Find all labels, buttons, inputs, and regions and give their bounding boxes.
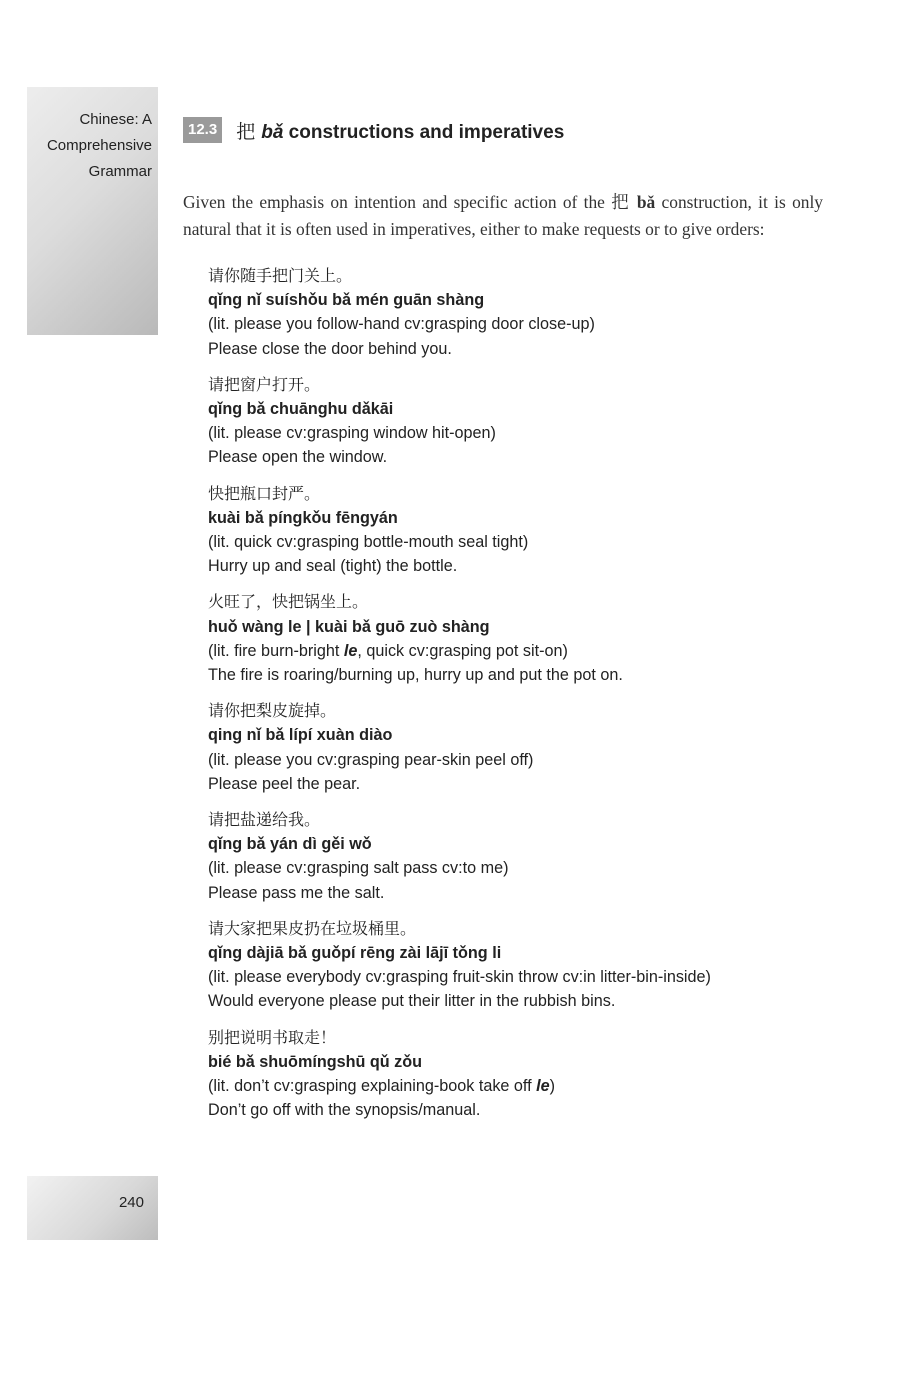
running-header-line: Chinese: A	[79, 111, 152, 128]
example-hanzi: 快把瓶口封严。	[208, 483, 321, 503]
example-item	[208, 373, 848, 470]
example-translation: Would everyone please put their litter in the rubbish bins.	[208, 992, 616, 1011]
example-literal	[208, 421, 848, 445]
intro-text: construction, it is only natural that it is often used in imperatives, either to make requests or to give orders:	[183, 192, 823, 240]
intro-paragraph	[183, 189, 823, 243]
example-hanzi: 火旺了，快把锅坐上。	[208, 592, 369, 612]
literal-text: (lit. please everybody cv:grasping fruit-skin throw cv:in litter-bin-inside)	[208, 968, 711, 987]
page-number: 240	[118, 1194, 144, 1211]
example-translation: Hurry up and seal (tight) the bottle.	[208, 557, 458, 576]
literal-text: )	[549, 1077, 556, 1096]
running-header-line: Grammar	[88, 163, 152, 180]
example-literal	[208, 639, 848, 663]
example-translation: Please close the door behind you.	[208, 339, 452, 358]
example-literal	[208, 856, 848, 880]
example-item	[208, 1026, 848, 1123]
literal-text: (lit. don’t cv:grasping explaining-book take off	[208, 1077, 537, 1096]
example-item	[208, 482, 848, 579]
running-header-line: Comprehensive	[46, 137, 152, 154]
literal-text: (lit. please cv:grasping window hit-open)	[208, 424, 496, 443]
example-literal	[208, 965, 848, 989]
example-hanzi: 别把说明书取走！	[208, 1027, 337, 1047]
literal-text: , quick cv:grasping pot sit-on)	[357, 641, 568, 660]
section-heading	[183, 114, 564, 146]
example-translation: Please peel the pear.	[208, 774, 361, 793]
example-pinyin: qing nǐ bǎ lípí xuàn diào	[208, 726, 393, 745]
example-literal	[208, 530, 848, 554]
example-translation: The fire is roaring/burning up, hurry up and put the pot on.	[208, 666, 623, 685]
example-pinyin: qǐng bǎ chuānghu dǎkāi	[208, 400, 394, 419]
section-title-rest: constructions and imperatives	[283, 121, 565, 143]
example-literal	[208, 1074, 848, 1098]
literal-particle: le	[343, 641, 358, 660]
section-title	[236, 117, 564, 144]
literal-text: (lit. fire burn-bright	[208, 641, 344, 660]
literal-text: (lit. please you cv:grasping pear-skin peel off)	[208, 750, 534, 769]
example-pinyin: qǐng bǎ yán dì gěi wǒ	[208, 835, 372, 854]
example-pinyin: qǐng dàjiā bǎ guǒpí rēng zài lājī tǒng li	[208, 944, 502, 963]
example-pinyin: huǒ wàng le | kuài bǎ guō zuò shàng	[208, 617, 490, 636]
example-translation: Please open the window.	[208, 448, 388, 467]
section-title-pinyin: bǎ	[261, 121, 284, 143]
example-literal	[208, 312, 848, 336]
example-item	[208, 264, 848, 361]
intro-text: Given the emphasis on intention and specific action of the	[183, 192, 612, 213]
example-hanzi: 请大家把果皮扔在垃圾桶里。	[208, 918, 417, 938]
example-hanzi: 请你随手把门关上。	[208, 266, 353, 285]
example-item	[208, 808, 848, 905]
example-translation: Please pass me the salt.	[208, 883, 385, 902]
intro-hanzi: 把	[611, 192, 631, 213]
intro-pinyin: bǎ	[636, 192, 656, 213]
example-pinyin: bié bǎ shuōmíngshū qǔ zǒu	[208, 1052, 423, 1071]
section-title-chinese: 把	[236, 121, 256, 143]
example-item	[208, 699, 848, 796]
example-list	[208, 264, 848, 1135]
example-hanzi: 请把盐递给我。	[208, 810, 321, 830]
example-literal	[208, 748, 848, 772]
example-hanzi: 请你把梨皮旋掉。	[208, 701, 337, 721]
example-hanzi: 请把窗户打开。	[208, 374, 321, 394]
literal-text: (lit. please cv:grasping salt pass cv:to me)	[208, 859, 509, 878]
example-item	[208, 590, 848, 687]
literal-particle: le	[536, 1077, 550, 1096]
example-pinyin: qǐng nǐ suíshǒu bǎ mén guān shàng	[208, 291, 485, 310]
literal-text: (lit. quick cv:grasping bottle-mouth seal tight)	[208, 533, 529, 552]
example-item	[208, 917, 848, 1014]
example-translation: Don’t go off with the synopsis/manual.	[208, 1101, 481, 1120]
section-number: 12.3	[183, 117, 222, 143]
running-header	[12, 107, 152, 185]
example-pinyin: kuài bǎ píngkǒu fēngyán	[208, 508, 398, 527]
literal-text: (lit. please you follow-hand cv:grasping door close-up)	[208, 315, 595, 334]
